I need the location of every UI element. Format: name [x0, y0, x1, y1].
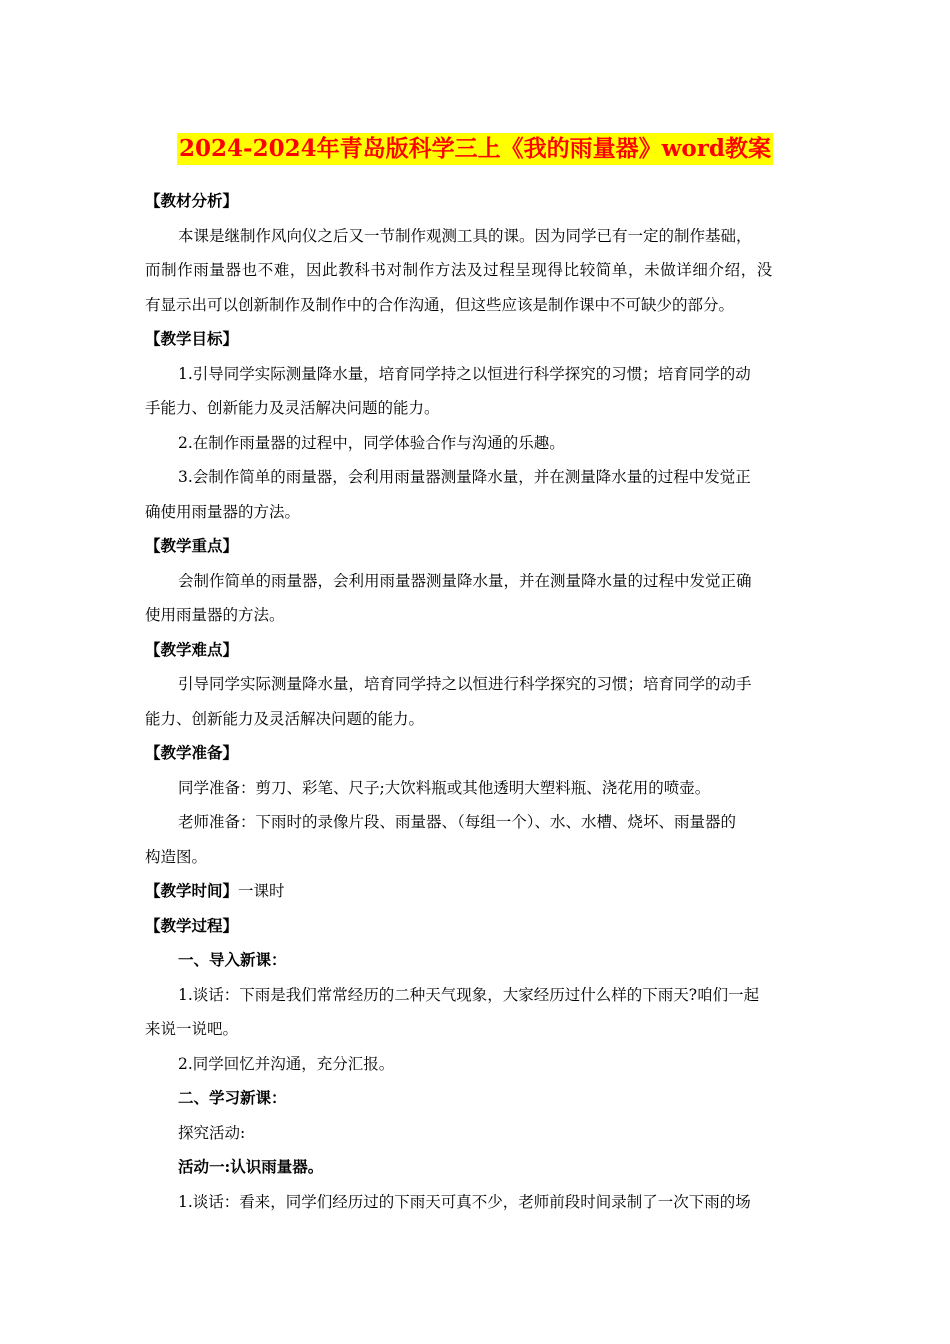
section-heading-time: 【教学时间】: [145, 881, 239, 900]
paragraph-line: 1.引导同学实际测量降水量，培育同学持之以恒进行科学探究的习惯；培育同学的动: [178, 364, 751, 383]
time-value: 一课时: [238, 882, 285, 900]
paragraph-line: 会制作简单的雨量器，会利用雨量器测量降水量，并在测量降水量的过程中发觉正确: [178, 571, 752, 590]
time-row: [145, 876, 807, 911]
paragraph-line: 构造图。: [145, 847, 208, 866]
paragraph-line: 2.在制作雨量器的过程中，同学体验合作与沟通的乐趣。: [178, 433, 565, 452]
section-heading-process: 【教学过程】: [145, 915, 239, 935]
paragraph-line: 3.会制作简单的雨量器，会利用雨量器测量降水量，并在测量降水量的过程中发觉正: [178, 468, 751, 486]
paragraph-line: 同学准备：剪刀、彩笔、尺子;大饮料瓶或其他透明大塑料瓶、浇花用的喷壶。: [178, 778, 711, 797]
section-heading-goals: 【教学目标】: [145, 329, 239, 348]
section-heading-difficulties: 【教学难点】: [145, 639, 239, 659]
paragraph-line: 有显示出可以创新制作及制作中的合作沟通，但这些应该是制作课中不可缺少的部分。: [145, 295, 735, 314]
subsection-title: 二、学习新课：: [178, 1088, 287, 1107]
paragraph-line: 2.同学回忆并沟通，充分汇报。: [178, 1054, 395, 1073]
paragraph-line: 老师准备：下雨时的录像片段、雨量器、（每组一个）、水、水槽、烧坏、雨量器的: [178, 813, 737, 831]
paragraph-line: 1.谈话：看来，同学们经历过的下雨天可真不少，老师前段时间录制了一次下雨的场: [178, 1192, 751, 1211]
subsection-title: 一、导入新课：: [178, 950, 287, 969]
activity-title: 活动一:认识雨量器。: [178, 1157, 324, 1176]
paragraph-line: 确使用雨量器的方法。: [145, 502, 301, 521]
paragraph-line: 手能力、创新能力及灵活解决问题的能力。: [145, 399, 440, 417]
title-container: [0, 133, 950, 165]
paragraph-line: 引导同学实际测量降水量，培育同学持之以恒进行科学探究的习惯；培育同学的动手: [178, 675, 752, 693]
section-heading-preparation: 【教学准备】: [145, 743, 239, 762]
paragraph-line: 1.谈话：下雨是我们常常经历的二种天气现象，大家经历过什么样的下雨天?咱们一起: [178, 985, 760, 1004]
explore-label: 探究活动:: [178, 1123, 246, 1142]
paragraph-line: 来说一说吧。: [145, 1020, 239, 1038]
paragraph-line: 使用雨量器的方法。: [145, 606, 285, 624]
paragraph-line: 能力、创新能力及灵活解决问题的能力。: [145, 709, 425, 728]
paragraph-line: 本课是继制作风向仪之后又一节制作观测工具的课。因为同学已有一定的制作基础，: [178, 226, 752, 245]
section-heading-analysis: 【教材分析】: [145, 191, 239, 210]
document-body: [145, 186, 807, 1221]
document-title: 2024-2024年青岛版科学三上《我的雨量器》word教案: [177, 133, 773, 165]
section-heading-key-points: 【教学重点】: [145, 536, 239, 555]
paragraph-line: 而制作雨量器也不难，因此教科书对制作方法及过程呈现得比较简单，未做详细介绍，没: [145, 261, 773, 279]
